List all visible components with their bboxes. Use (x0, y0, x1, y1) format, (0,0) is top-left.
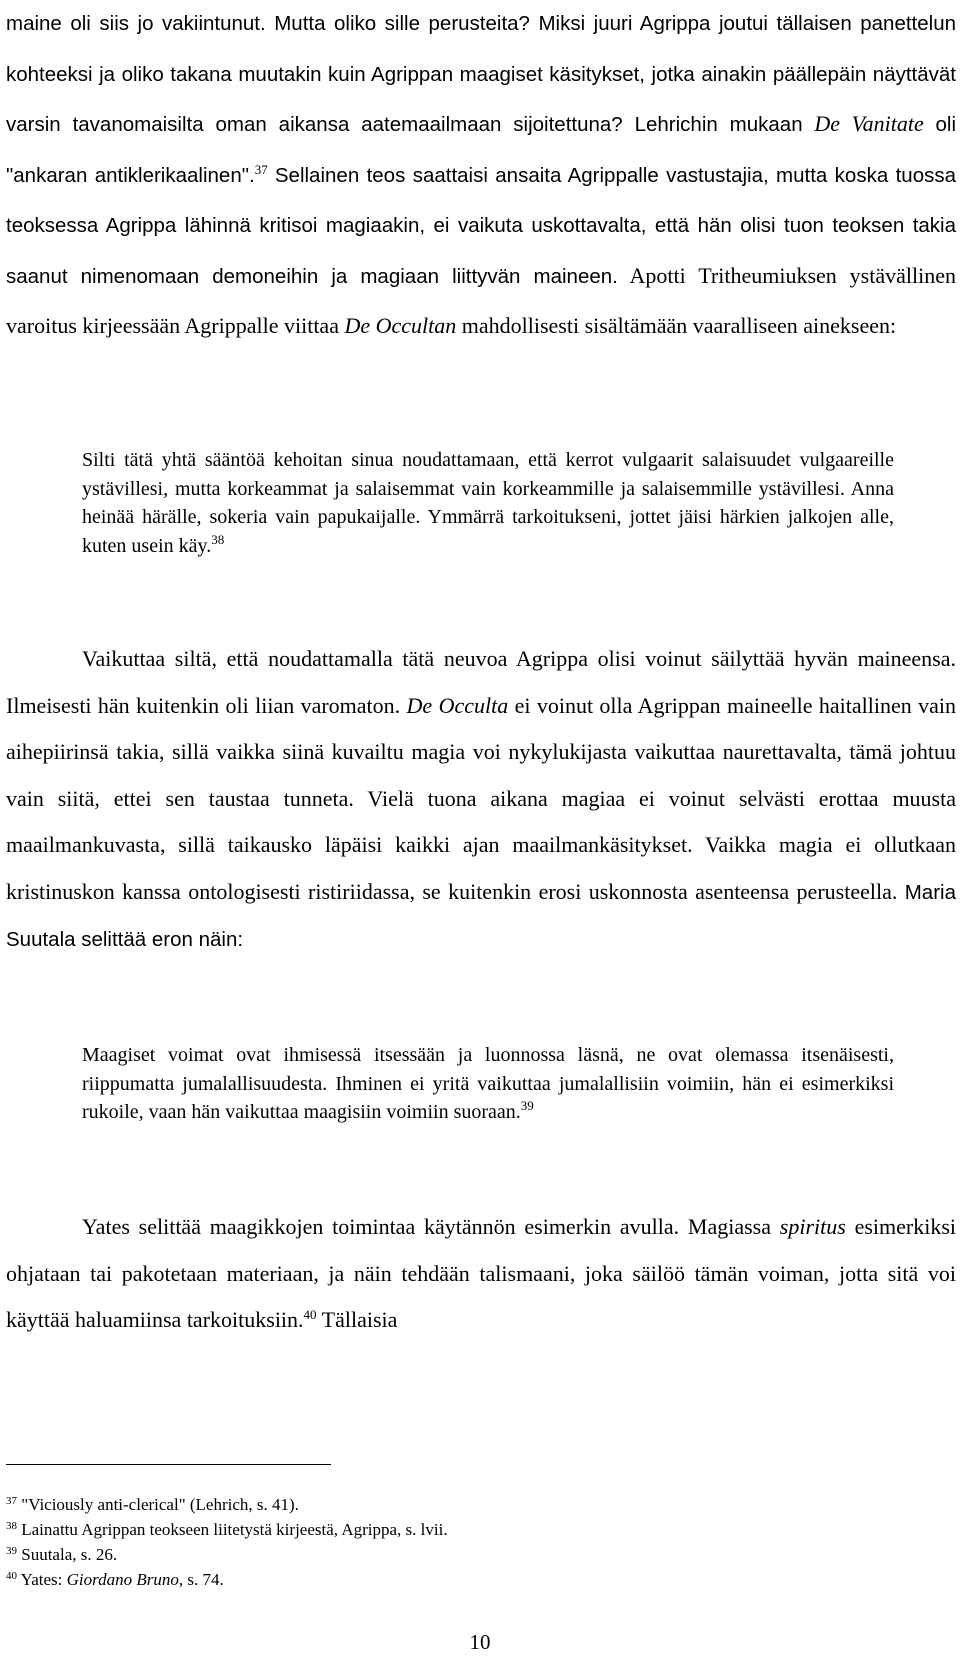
block-quote-2-text: Maagiset voimat ovat ihmisessä itsessään ja luonnossa läsnä, ne ovat olemassa itsenäisesti, riippumatta jumalallisuudesta. Ihminen ei yritä vaikuttaa jumalallisiin voimiin, hän ei esimerkiksi rukoile, vaan hän vaikuttaa maagisiin voimiin suoraan. (82, 1044, 894, 1123)
footnote-37 (6, 1495, 299, 1515)
footnote-text-b: , s. 74. (178, 1570, 224, 1589)
footnote-ref-39[interactable]: 39 (520, 1098, 534, 1113)
paragraph-1-text-b: oli "ankaran antiklerikaalinen". (6, 113, 956, 187)
footnote-38 (6, 1520, 448, 1540)
paragraph-1 (6, 0, 956, 351)
paragraph-1-text-c: Sellainen teos saattaisi ansaita Agrippalle vastustajia, mutta koska tuossa teoksessa Agrippa lähinnä kritisoi magiaakin, ei vaikuta uskottavalta, että hän olisi tuon teoksen takia saanut nimenomaan demoneihin ja magiaan liittyvän maineen. (6, 163, 956, 288)
title-giordano-bruno: Giordano Bruno (66, 1570, 179, 1589)
term-spiritus: spiritus (779, 1214, 846, 1239)
paragraph-1-text-e: mahdollisesti sisältämään vaaralliseen ainekseen: (461, 313, 897, 338)
title-de-occulta: De Occulta (406, 692, 509, 718)
footnote-number: 38 (6, 1520, 17, 1532)
block-quote-2 (82, 1041, 894, 1127)
footnote-text-a: Yates: (20, 1570, 63, 1589)
footnote-40 (6, 1570, 224, 1590)
paragraph-3-text-a: Yates selittää maagikkojen toimintaa käytännön esimerkin avulla. Magiassa (82, 1214, 772, 1239)
footnote-number: 39 (6, 1545, 17, 1557)
paragraph-2 (6, 636, 956, 964)
paragraph-2-text-b: ei voinut olla Agrippan maineelle haitallinen vain aihepiirinsä takia, sillä vaikka siinä kuvailtu magia voi nykylukijasta vaikuttaa naurettavalta, tämä johtuu vain siitä, ettei sen taustaa tunneta. Vielä tuona aikana magiaa ei voinut selvästi erottaa muusta maailmankuvasta, sillä taikausko läpäisi kaikki ajan maailmankäsitykset. Vaikka magia ei ollutkaan kristinuskon kanssa ontologisesti ristiriidassa, se kuitenkin erosi uskonnosta asenteensa perusteella. (6, 692, 957, 904)
footnote-text: Lainattu Agrippan teokseen liitetystä kirjeestä, Agrippa, s. lvii. (21, 1520, 448, 1539)
block-quote-1-text: Silti tätä yhtä sääntöä kehoitan sinua noudattamaan, että kerrot vulgaarit salaisuudet vulgaareille ystävillesi, mutta korkeammat ja salaisemmat vain korkeammille ja salaisemmille ystävillesi. Anna heinää härälle, sokeria vain papukaijalle. Ymmärrä tarkoitukseni, jottet jäisi härkien jalkojen alle, kuten usein käy. (82, 449, 894, 557)
footnote-separator (6, 1464, 331, 1465)
footnote-39 (6, 1545, 117, 1565)
block-quote-1 (82, 446, 894, 560)
footnote-ref-38[interactable]: 38 (211, 531, 225, 547)
footnote-text: "Viciously anti-clerical" (Lehrich, s. 41). (21, 1495, 299, 1514)
paragraph-1-text-d: Apotti Tritheumiuksen ystävällinen varoitus kirjeessään Agrippalle viittaa (6, 262, 956, 338)
footnote-number: 40 (6, 1570, 17, 1582)
page-number: 10 (469, 1630, 491, 1654)
paragraph-3 (6, 1204, 956, 1344)
title-de-vanitate: De Vanitate (814, 111, 924, 136)
footnote-text: Suutala, s. 26. (21, 1545, 118, 1564)
paragraph-3-text-c: Tällaisia (321, 1307, 398, 1332)
title-de-occultan: De Occultan (344, 313, 457, 338)
paragraph-2-text-c: Maria Suutala selittää eron näin: (6, 880, 956, 951)
footnote-ref-40[interactable]: 40 (303, 1307, 317, 1322)
footnote-ref-37[interactable]: 37 (254, 161, 268, 177)
paragraph-1-text-a: maine oli siis jo vakiintunut. Mutta oliko sille perusteita? Miksi juuri Agrippa joutui tällaisen panettelun kohteeksi ja oliko takana muutakin kuin Agrippan maagiset käsitykset, jotka ainakin päällepäin näyttävät varsin tavanomaisilta oman aikansa aatemaailmaan sijoitettuna? Lehrichin mukaan (6, 12, 956, 136)
paragraph-3-text-b: esimerkiksi ohjataan tai pakotetaan materiaan, ja näin tehdään talismaani, joka säilöö tämän voiman, jotta sitä voi käyttää haluamiinsa tarkoituksiin. (6, 1214, 957, 1332)
paragraph-2-text-a: Vaikuttaa siltä, että noudattamalla tätä neuvoa Agrippa olisi voinut säilyttää hyvän maineensa. Ilmeisesti hän kuitenkin oli liian varomaton. (6, 646, 956, 718)
footnote-number: 37 (6, 1495, 17, 1507)
